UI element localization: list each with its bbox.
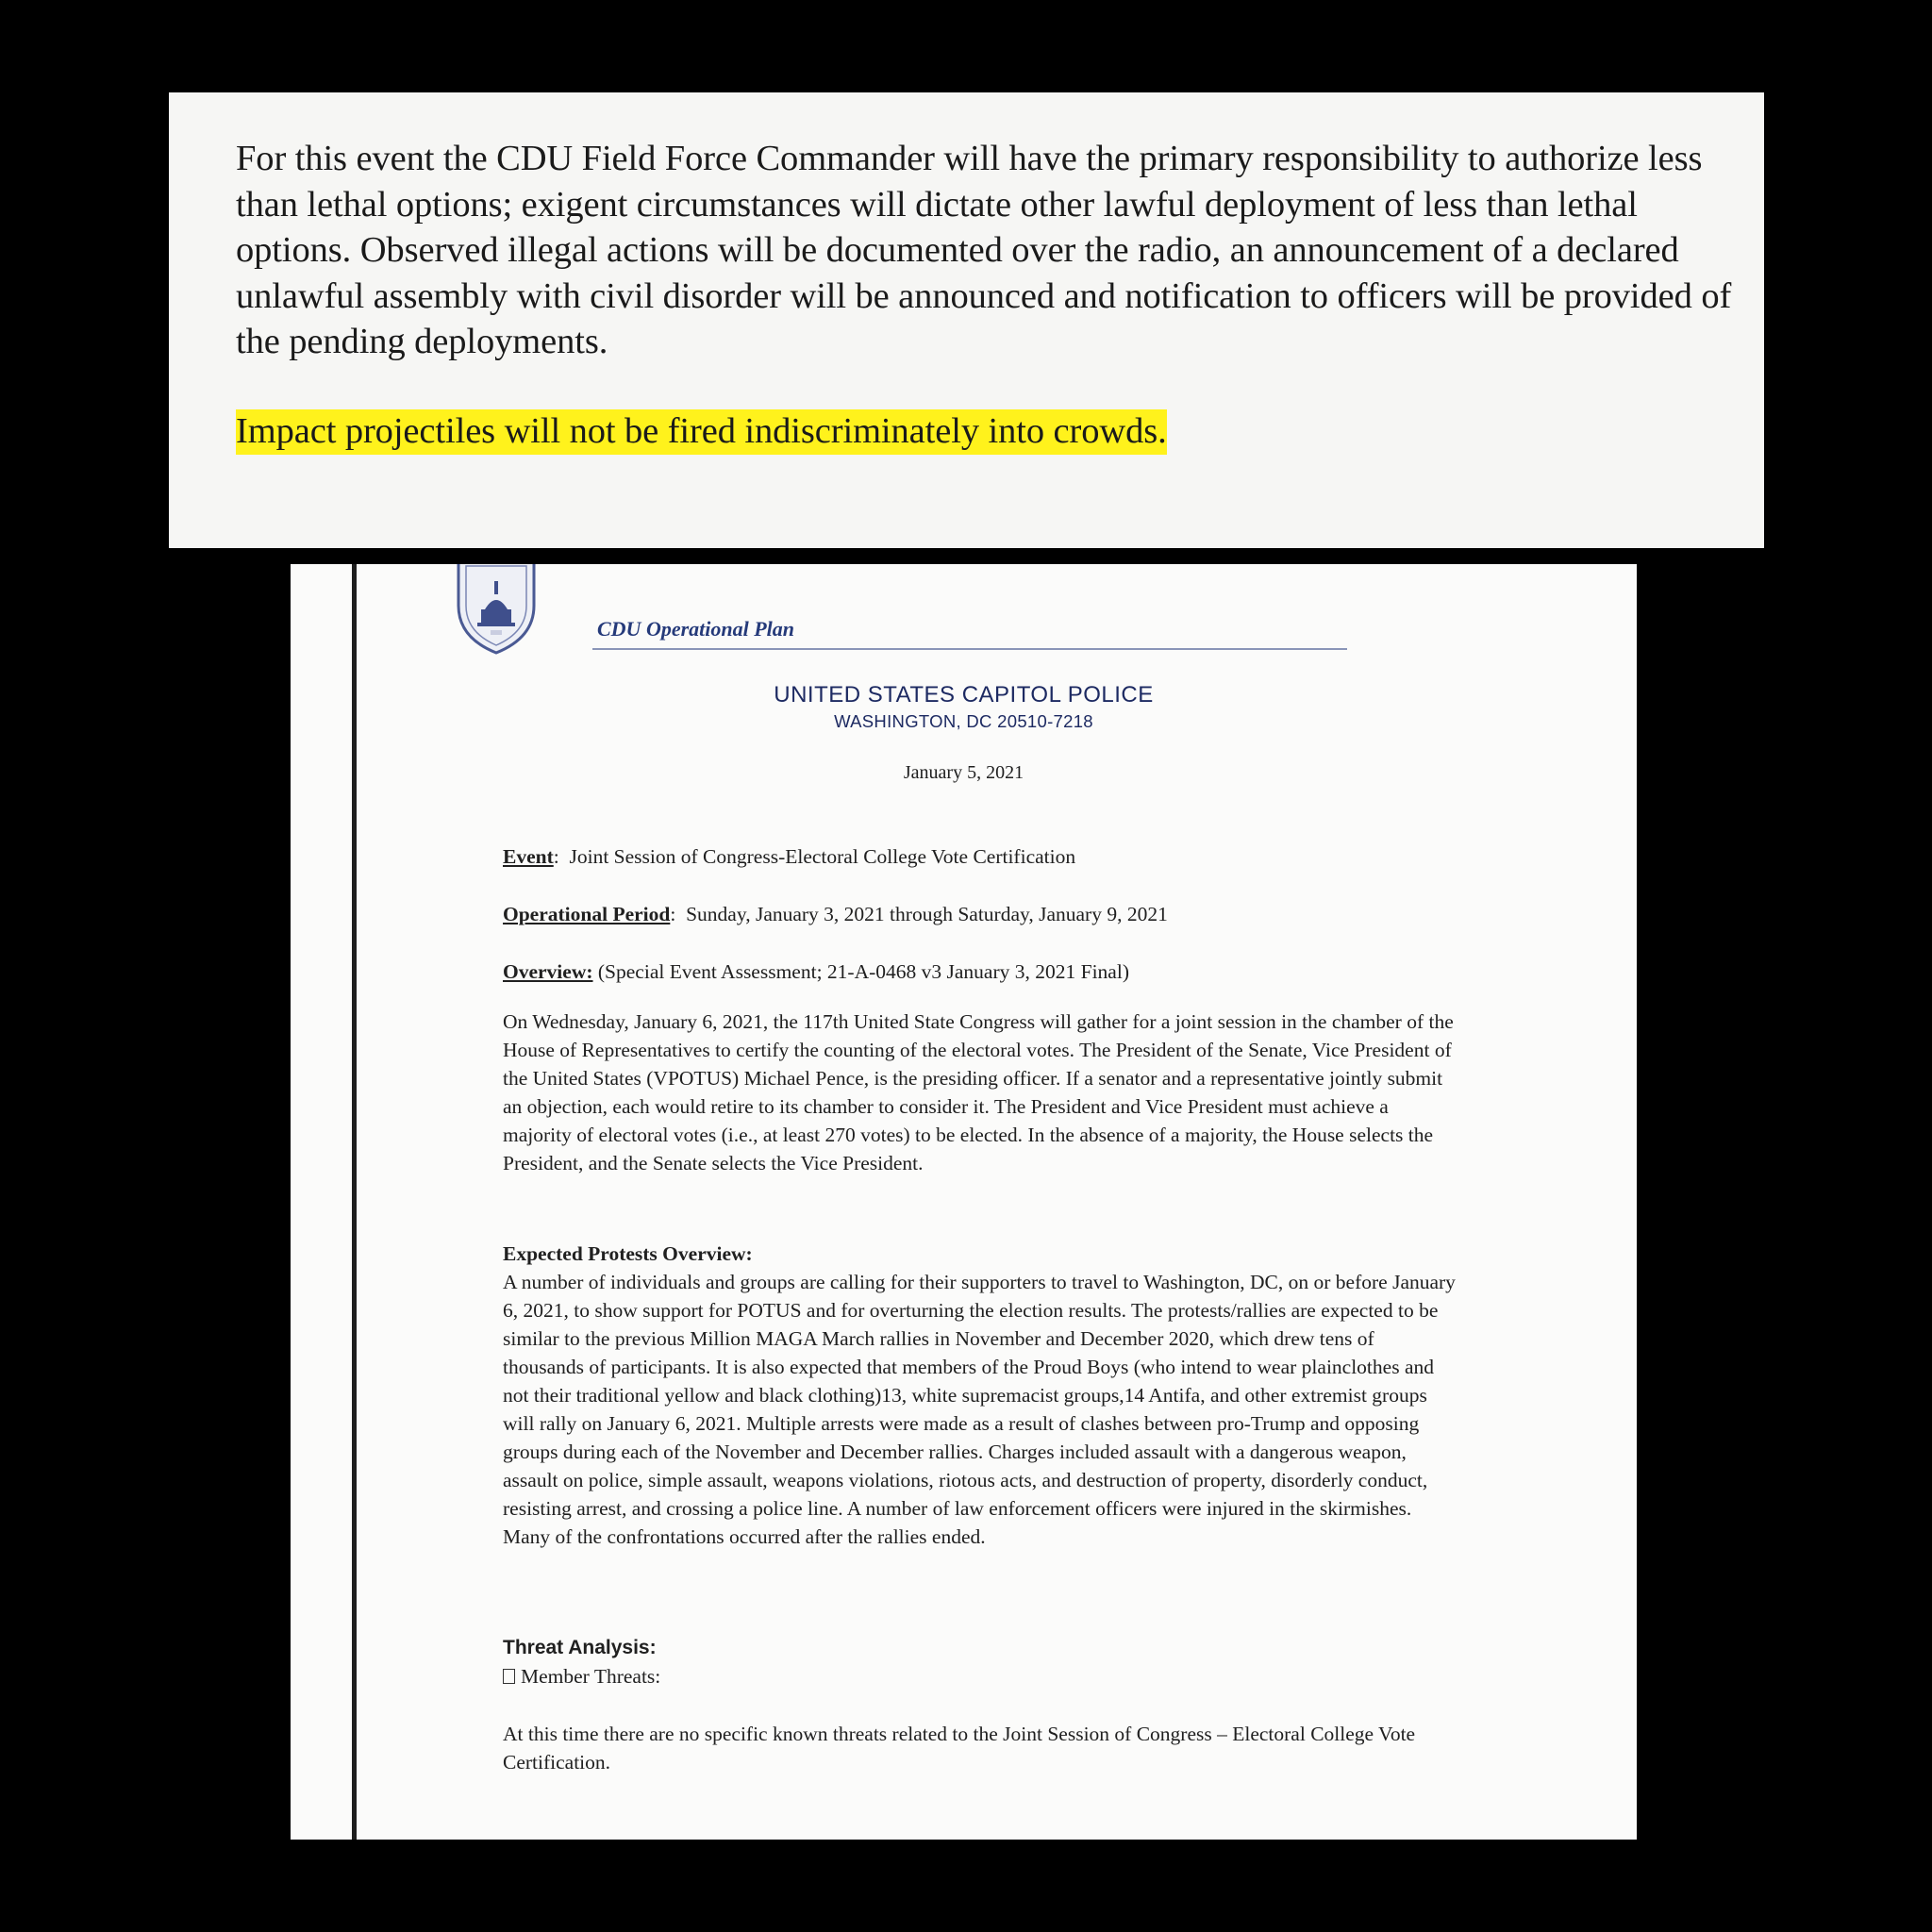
- protests-heading: Expected Protests Overview:: [503, 1242, 753, 1265]
- binding-margin-line: [352, 564, 357, 1840]
- threat-heading: Threat Analysis:: [503, 1637, 657, 1658]
- capitol-police-seal-icon: [453, 564, 540, 655]
- threat-body: At this time there are no specific known threats related to the Joint Session of Congress – Electoral College Vote Certification.: [503, 1723, 1416, 1774]
- highlighted-text: Impact projectiles will not be fired indiscriminately into crowds.: [236, 409, 1167, 455]
- operational-period-label: Operational Period: [503, 903, 671, 925]
- operational-period-value: Sunday, January 3, 2021 through Saturday, January 9, 2021: [686, 903, 1168, 925]
- operational-period-line: Operational Period: Sunday, January 3, 2021 through Saturday, January 9, 2021: [503, 903, 1168, 925]
- checkbox-icon: [503, 1669, 515, 1684]
- protests-section: [503, 1240, 1456, 1551]
- overview-label: Overview:: [503, 960, 593, 983]
- event-line: Event: Joint Session of Congress-Electoral College Vote Certification: [503, 845, 1076, 868]
- plan-title: CDU Operational Plan: [597, 617, 795, 641]
- header-divider: [592, 648, 1347, 650]
- agency-address: WASHINGTON, DC 20510-7218: [834, 711, 1093, 731]
- excerpt-panel: [169, 92, 1764, 548]
- event-value: Joint Session of Congress-Electoral College Vote Certification: [569, 845, 1076, 868]
- member-threats-item: [503, 1662, 1456, 1690]
- overview-line: [503, 958, 1456, 986]
- protests-body: A number of individuals and groups are calling for their supporters to travel to Washington, DC, on or before January 6, 2021, to show support for POTUS and for overturning the election results. The protests/rallies are expected to be similar to the previous Million MAGA March rallies in November and December 2020, which drew tens of thousands of participants. It is also expected that members of the Proud Boys (who intend to wear plainclothes and not their traditional yellow and black clothing)13, white supremacist groups,14 Antifa, and other extremist groups will rally on January 6, 2021. Multiple arrests were made as a result of clashes between pro-Trump and opposing groups during each of the November and December rallies. Charges included assault with a dangerous weapon, assault on police, simple assault, weapons violations, riotous acts, and destruction of property, disorderly conduct, resisting arrest, and crossing a police line. A number of law enforcement officers were injured in the skirmishes. Many of the confrontations occurred after the rallies ended.: [503, 1271, 1456, 1548]
- threat-section: [503, 1634, 1456, 1690]
- event-label: Event: [503, 845, 554, 868]
- excerpt-paragraph: For this event the CDU Field Force Commander will have the primary responsibility to authorize less than lethal options; exigent circumstances will dictate other lawful deployment of less than lethal options. Observed illegal actions will be documented over the radio, an announcement of a declared unlawful assembly with civil disorder will be announced and notification to officers will be provided of the pending deployments.: [236, 139, 1732, 361]
- overview-value: (Special Event Assessment; 21-A-0468 v3 January 3, 2021 Final): [597, 960, 1129, 983]
- highlighted-sentence: [236, 408, 1736, 455]
- document-date: January 5, 2021: [903, 762, 1024, 783]
- operational-plan-page: [291, 564, 1637, 1840]
- overview-body: On Wednesday, January 6, 2021, the 117th United State Congress will gather for a joint session in the chamber of the House of Representatives to certify the counting of the electoral votes. The President of the Senate, Vice President of the United States (VPOTUS) Michael Pence, is the presiding officer. If a senator and a representative jointly submit an objection, each would retire to its chamber to consider it. The President and Vice President must achieve a majority of electoral votes (i.e., at least 270 votes) to be elected. In the absence of a majority, the House selects the President, and the Senate selects the Vice President.: [503, 1010, 1454, 1174]
- agency-name: UNITED STATES CAPITOL POLICE: [774, 682, 1154, 708]
- member-threats-label: Member Threats:: [521, 1665, 661, 1688]
